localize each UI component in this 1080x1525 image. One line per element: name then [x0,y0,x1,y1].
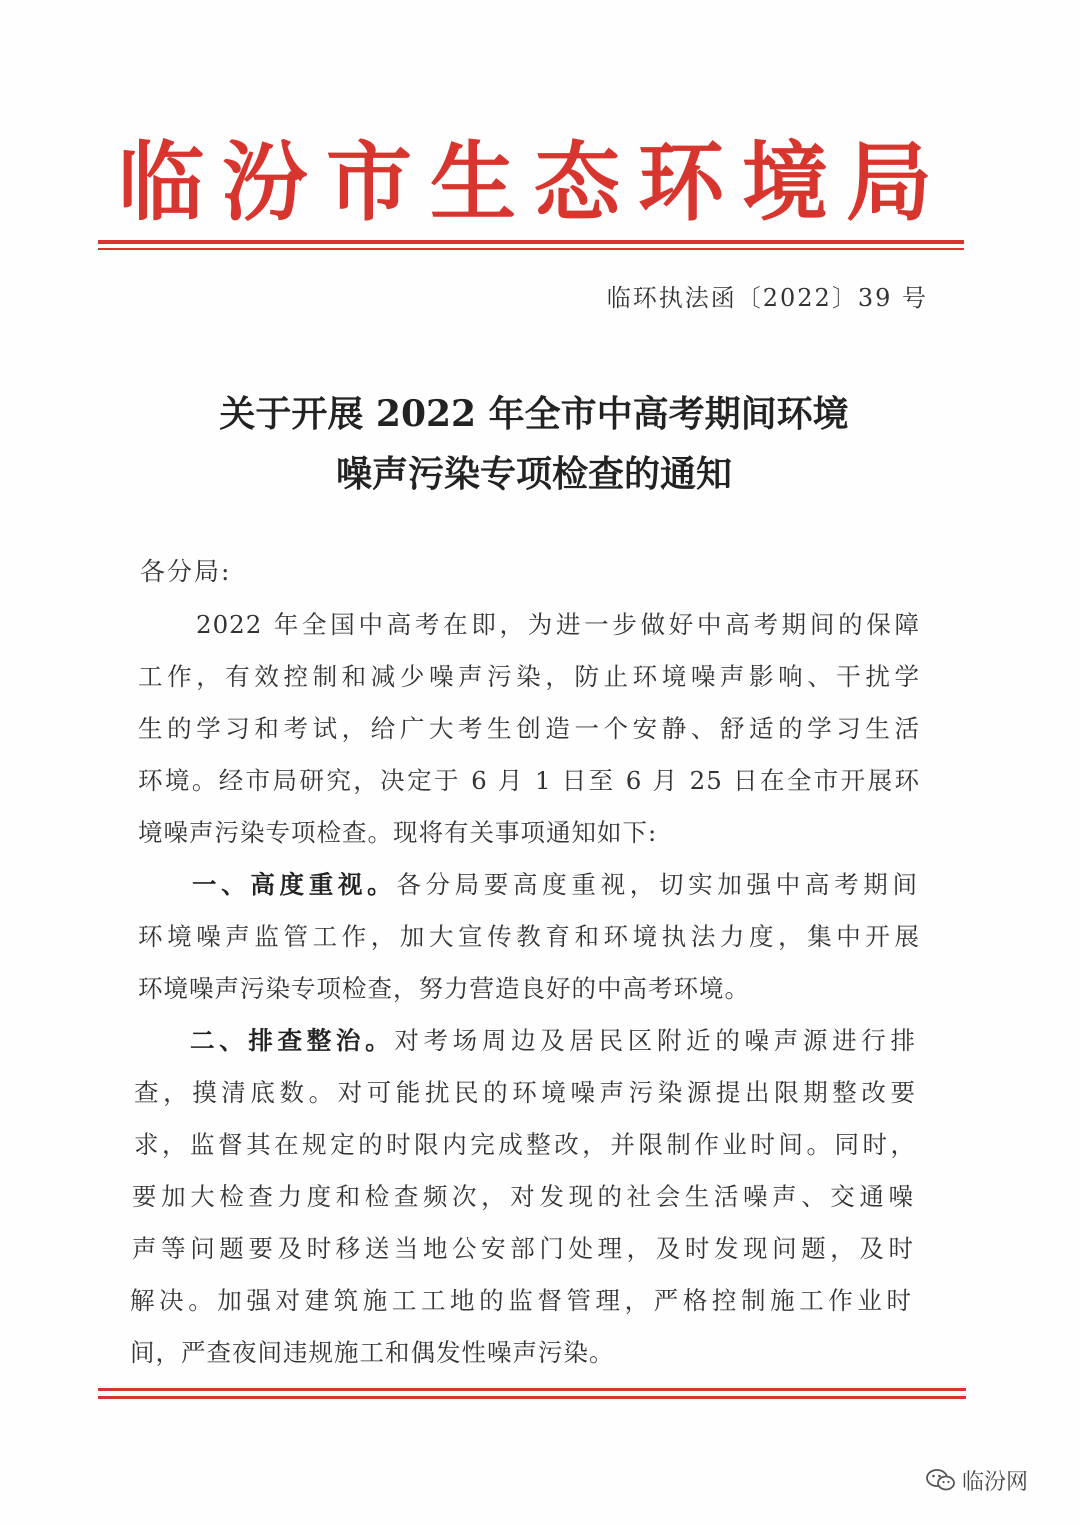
section2-first-line [190,1022,916,1057]
section1-first-line [192,866,918,901]
body-p1-line: 2022 年全国中高考在即，为进一步做好中高考期间的保障 [196,610,920,639]
section2-line: 查，摸清底数。对可能扰民的环境噪声污染源提出限期整改要 [134,1078,916,1107]
body-p1-line: 生的学习和考试，给广大考生创造一个安静、舒适的学习生活 [138,714,920,743]
body-p1-line: 境噪声污染专项检查。现将有关事项通知如下: [138,818,658,847]
section1-text: 各分局要高度重视，切实加强中高考期间 [396,870,918,899]
section2-line: 要加大检查力度和检查频次，对发现的社会生活噪声、交通噪 [132,1182,914,1211]
section1-heading: 一、高度重视。 [192,870,397,899]
document-number: 临环执法函〔2022〕39 号 [606,284,928,312]
section2-line: 间，严查夜间违规施工和偶发性噪声污染。 [130,1338,615,1367]
body-p1-line: 环境。经市局研究，决定于 6 月 1 日至 6 月 25 日在全市开展环 [138,766,920,795]
section1-line: 环境噪声污染专项检查，努力营造良好的中高考环境。 [138,974,750,1003]
section1-line: 环境噪声监管工作，加大宣传教育和环境执法力度，集中开展 [138,922,920,951]
masthead-org-name: 临汾市生态环境局 [118,132,950,233]
section2-line: 解决。加强对建筑施工工地的监督管理，严格控制施工作业时 [130,1286,912,1315]
section2-line: 求，监督其在规定的时限内完成整改，并限制作业时间。同时， [134,1130,916,1159]
section2-heading: 二、排查整治。 [190,1026,395,1055]
source-watermark [926,1460,1028,1500]
footer-rule-2 [98,1396,966,1399]
footer-rule-1 [98,1388,966,1391]
document-title-line2: 噪声污染专项检查的通知 [335,453,732,495]
source-name: 临汾网 [962,1469,1029,1495]
salutation: 各分局: [140,557,232,586]
section2-line: 声等问题要及时移送当地公安部门处理，及时发现问题，及时 [132,1234,914,1263]
wechat-icon [926,1468,956,1492]
body-p1-line: 工作，有效控制和减少噪声污染，防止环境噪声影响、干扰学 [138,662,920,691]
document-title-line1: 关于开展 2022 年全市中高考期间环境 [219,393,849,435]
section2-text: 对考场周边及居民区附近的噪声源进行排 [394,1026,916,1055]
masthead-rule-thick [98,240,964,244]
masthead-rule-thin [98,248,964,250]
